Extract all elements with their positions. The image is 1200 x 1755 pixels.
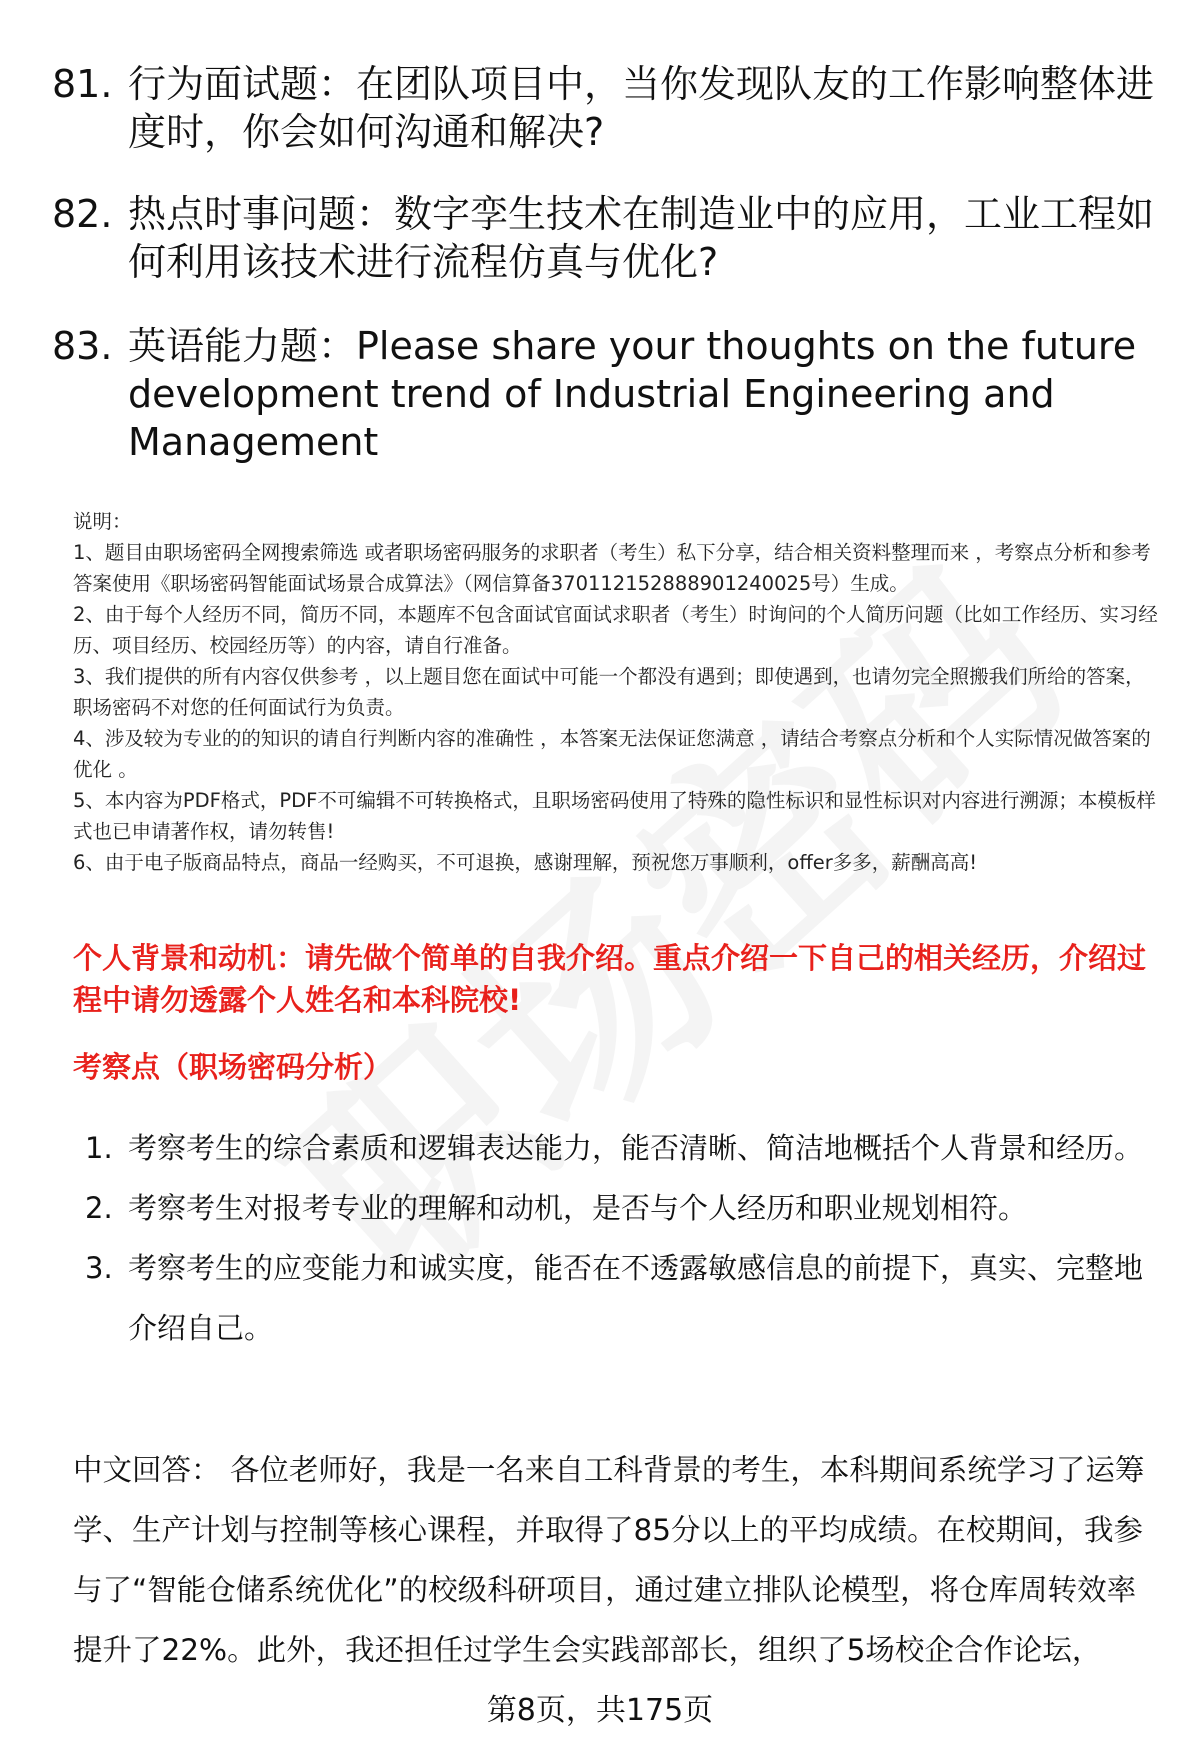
question-number: 81.: [52, 62, 113, 106]
question-number: 82.: [52, 192, 113, 236]
list-item: [85, 1238, 1155, 1358]
background-question-heading: 个人背景和动机：请先做个简单的自我介绍。重点介绍一下自己的相关经历，介绍过程中请勿透露个人姓名和本科院校!: [73, 941, 1147, 1017]
question-text: 行为面试题：在团队项目中，当你发现队友的工作影响整体进度时，你会如何沟通和解决?: [128, 62, 1155, 154]
question-text: 热点时事问题：数字孪生技术在制造业中的应用，工业工程如何利用该技术进行流程仿真与优化?: [128, 192, 1155, 284]
note-item: 5、本内容为PDF格式，PDF不可编辑不可转换格式，且职场密码使用了特殊的隐性标识和显性标识对内容进行溯源；本模板样式也已申请著作权，请勿转售!: [73, 789, 1156, 843]
answer-text: 中文回答： 各位老师好，我是一名来自工科背景的考生，本科期间系统学习了运筹学、生产计划与控制等核心课程，并取得了85分以上的平均成绩。在校期间，我参与了“智能仓储系统优化”的校级科研项目，通过建立排队论模型，将仓库周转效率提升了22%。此外，我还担任过学生会实践部部长，组织了5场校企合作论坛，: [73, 1453, 1145, 1667]
list-item-number: 1.: [85, 1131, 113, 1165]
note-item: 2、由于每个人经历不同，简历不同，本题库不包含面试官面试求职者（考生）时询问的个人简历问题（比如工作经历、实习经历、项目经历、校园经历等）的内容，请自行准备。: [73, 603, 1158, 657]
question-82: [52, 190, 1162, 286]
key-points-heading: 考察点（职场密码分析）: [73, 1050, 393, 1084]
list-item-text: 考察考生对报考专业的理解和动机，是否与个人经历和职业规划相符。: [128, 1191, 1028, 1225]
question-number: 83.: [52, 324, 113, 368]
list-item-text: 考察考生的应变能力和诚实度，能否在不透露敏感信息的前提下，真实、完整地介绍自己。: [128, 1251, 1144, 1345]
list-item-text: 考察考生的综合素质和逻辑表达能力，能否清晰、简洁地概括个人背景和经历。: [128, 1131, 1144, 1165]
list-item: [85, 1178, 1155, 1238]
page-footer: 第8页，共175页: [486, 1693, 714, 1728]
note-item: 6、由于电子版商品特点，商品一经购买，不可退换，感谢理解，预祝您万事顺利，offer多多，薪酬高高!: [73, 851, 978, 874]
chinese-answer: [73, 1440, 1163, 1680]
note-item: 4、涉及较为专业的的知识的请自行判断内容的准确性 ，本答案无法保证您满意 ，请结合考察点分析和个人实际情况做答案的优化 。: [73, 727, 1151, 781]
notes-title: 说明：: [73, 510, 132, 533]
note-item: 1、题目由职场密码全网搜索筛选 或者职场密码服务的求职者（考生）私下分享，结合相关资料整理而来 ，考察点分析和参考答案使用《职场密码智能面试场景合成算法》（网信算备370112152888901240025号）生成。: [73, 541, 1151, 595]
list-item-number: 3.: [85, 1251, 113, 1285]
question-text: 英语能力题：Please share your thoughts on the future development trend of Industrial Engineering and Management: [128, 324, 1137, 464]
note-item: 3、我们提供的所有内容仅供参考 ，以上题目您在面试中可能一个都没有遇到；即使遇到，也请勿完全照搬我们所给的答案，职场密码不对您的任何面试行为负责。: [73, 665, 1145, 719]
list-item-number: 2.: [85, 1191, 113, 1225]
key-points-list: [85, 1118, 1155, 1358]
question-83: [52, 322, 1162, 466]
question-81: [52, 60, 1162, 156]
disclaimer-notes: [73, 506, 1163, 878]
list-item: [85, 1118, 1155, 1178]
